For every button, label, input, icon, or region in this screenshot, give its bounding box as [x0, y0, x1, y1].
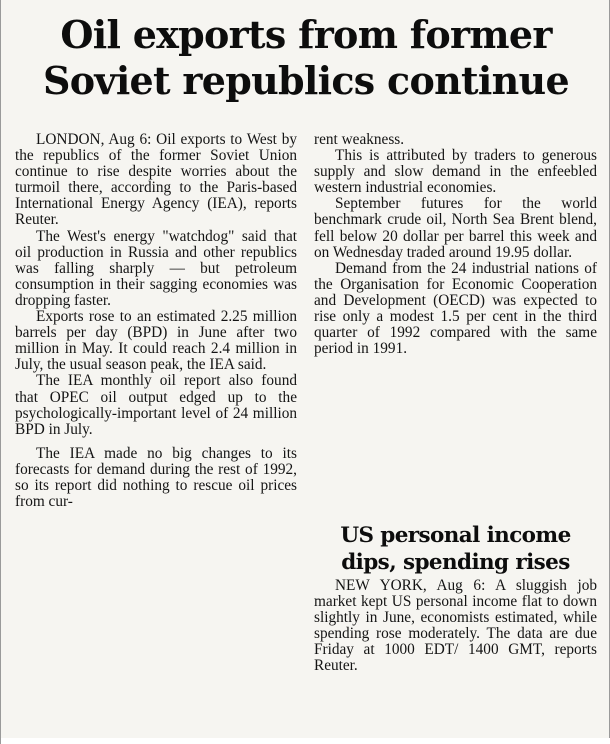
secondary-headline: US personal income dips, spending rises: [340, 523, 571, 575]
paragraph: Exports rose to an estimated 2.25 million barrels per day (BPD) in June after two million in May. It could reach 2.4 million in July, the usual season peak, the IEA said.: [15, 308, 297, 374]
paragraph: LONDON, Aug 6: Oil exports to West by the republics of the former Soviet Union continue to rise despite worries about the turmoil there, according to the Paris-based International Energy Agency (IEA), reports Reuter.: [15, 131, 297, 229]
paragraph: rent weakness.: [314, 131, 405, 148]
main-headline: Oil exports from former Soviet republics continue: [43, 12, 569, 103]
secondary-story-body: [314, 578, 597, 675]
paragraph: The IEA monthly oil report also found that OPEC oil output edged up to the psychologically-important level of 24 million BPD in July.: [15, 372, 297, 438]
paragraph: This is attributed by traders to generous supply and slow demand in the enfeebled western industrial economies.: [314, 147, 597, 197]
story-column-right: [314, 132, 597, 357]
story-column-left: [15, 132, 297, 510]
paragraph: NEW YORK, Aug 6: A sluggish job market kept US personal income flat to down slightly in June, economists estimated, while spending rose moderately. The data are due Friday at 1000 EDT/ 1400 GMT, reports Reuter.: [314, 577, 597, 675]
bottom-margin: [1, 738, 610, 744]
paragraph: Demand from the 24 industrial nations of the Organisation for Economic Cooperation and Development (OECD) was expected to rise only a modest 1.5 per cent in the third quarter of 1992 compared with the same period in 1991.: [314, 259, 597, 358]
paragraph: The West's energy "watchdog" said that oil production in Russia and other republics was falling sharply — but petroleum consumption in their sagging economies was dropping faster.: [15, 227, 297, 309]
paragraph: September futures for the world benchmark crude oil, North Sea Brent blend, fell below 20 dollar per barrel this week and on Wednesday traded around 19.95 dollar.: [314, 195, 597, 261]
paragraph: The IEA made no big changes to its forecasts for demand during the rest of 1992, so its report did nothing to rescue oil prices from cur-: [15, 444, 297, 511]
